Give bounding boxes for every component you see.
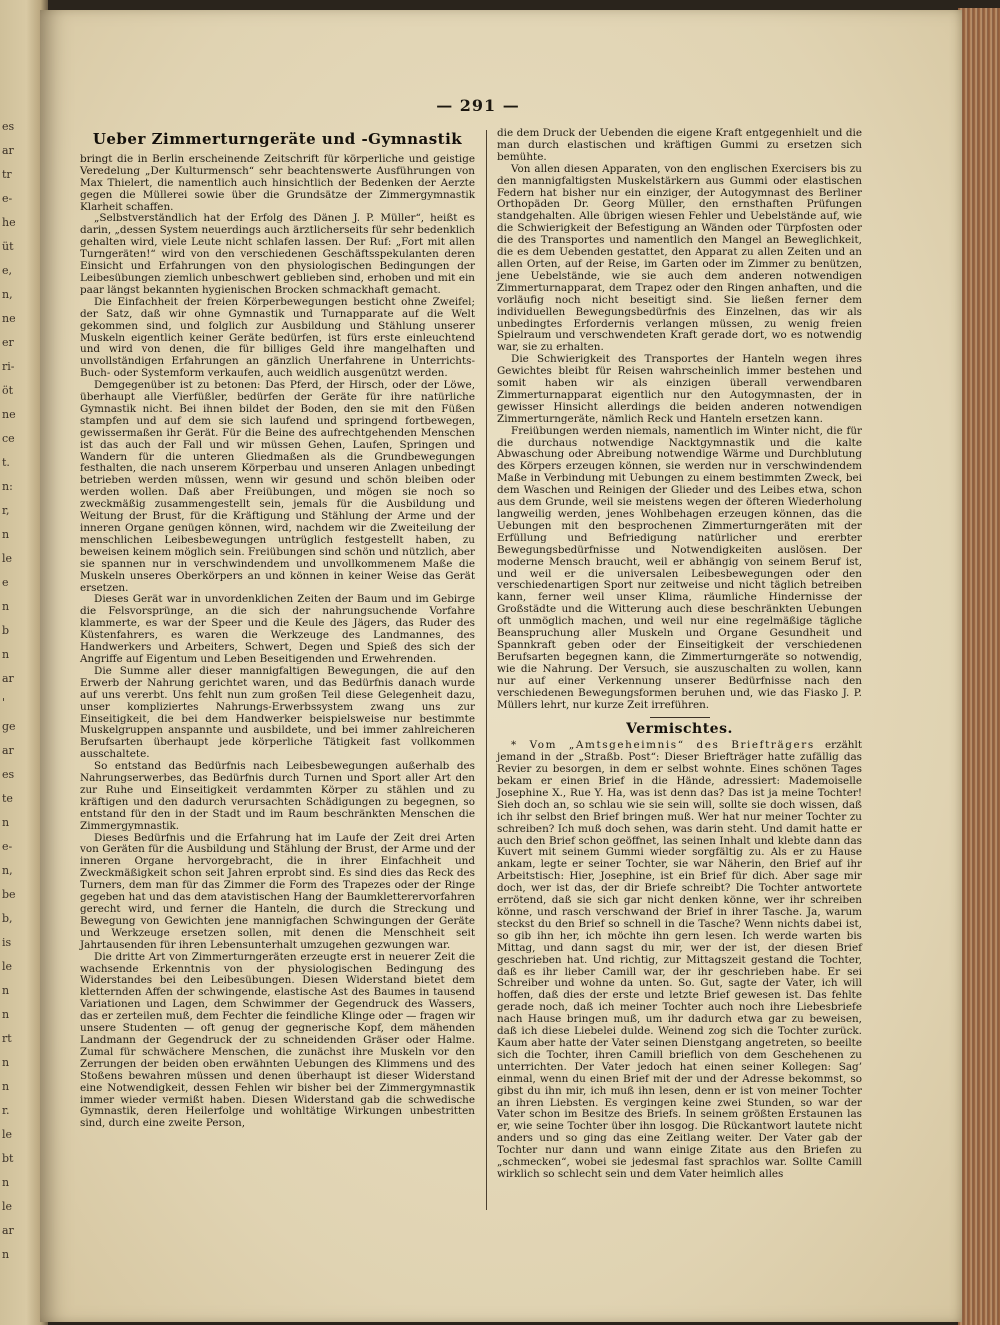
facing-page-fragment: ne [2,312,16,325]
facing-page-fragment: b, [2,912,13,925]
facing-page-fragment: e [2,576,9,589]
article-paragraph: Die Einfachheit der freien Körperbewegungen besticht ohne Zweifel; der Satz, daß wir ohne Gymnastik und Turnapparate auf die Welt gekommen sind, und folglich zur Ausbildung und Stählung unserer Muskeln eigentlich keiner Geräte bedürfen, ist fürs erste einleuchtend und wird von denen, die für billiges Geld ihre mangelhaften und unvollständigen Erfahrungen an gänzlich Unerfahrene in Unterrichts- Buch- oder Systemform verkaufen, auch weidlich ausgenützt werden. [80,295,475,380]
misc-paragraph [497,740,862,1181]
article-paragraph: Dieses Bedürfnis und die Erfahrung hat im Laufe der Zeit drei Arten von Geräten für die Ausbildung und Stählung der Brust, der Arme und der inneren Organe hervorgebracht, die in ihrer Einfachheit und Zweckmäßigkeit schon seit Jahren erprobt sind. Es sind dies das Reck des Turners, dem man für das Zimmer die Form des Trapezes oder der Ringe gegeben hat und das dem atavistischen Hang der Baumkletterervorfahren gerecht wird, und ferner die Hanteln, die durch die Streckung und Bewegung von Gewichten jene mannigfachen Schwingungen der Geräte und Werkzeuge ersetzen sollen, mit denen die Menschheit seit Jahrtausenden für ihren Lebensunterhalt umzugehen gezwungen war. [80,831,475,951]
facing-page-fragment: r. [2,1104,10,1117]
facing-page-fragment: be [2,888,16,901]
facing-page-fragment: le [2,1200,13,1213]
article-paragraph: Die dritte Art von Zimmerturngeräten erzeugte erst in neuerer Zeit die wachsende Erkenntnis von der physiologischen Bedingung des Widerstandes bei den Leibesübungen. Diesen Widerstand bietet dem kletternden Affen der schwingende, elastische Ast des Baumes in tausend Variationen und Lagen, dem Schwimmer der Gegendruck des Wassers, das er zerteilen muß, dem Fechter die feindliche Klinge oder — fragen wir unsere Studenten — oft genug der gegnerische Kopf, dem mähenden Landmann der Gegendruck der zu schneidenden Gräser oder Halme. Zumal für schwächere Menschen, die zunächst ihre Muskeln vor den Zerrungen der beiden oben erwähnten Uebungen des Klimmens und des Stoßens bewahren müssen und denen überhaupt ist dieser Widerstand eine Notwendigkeit, dessen Fehlen wir bisher bei der Zimmergymnastik immer wieder vermißt haben. Diesen Widerstand gab die schwedische Gymnastik, deren Heilerfolge und wohltätige Wirkungen unbestritten sind, durch eine zweite Person, [80,950,475,1130]
facing-page-fragment: le [2,1128,13,1141]
facing-page-fragment: tr [2,168,12,181]
facing-page-fragment: rt [2,1032,12,1045]
book-page-edges [958,8,1000,1325]
facing-page-fragment: üt [2,240,14,253]
facing-page-fragment: he [2,216,16,229]
facing-page-fragment: bt [2,1152,14,1165]
misc-lead: * Vom „Amtsgeheimnis“ des Briefträgers [511,739,815,752]
facing-page-fragment: er [2,336,14,349]
article-paragraph: Dieses Gerät war in unvordenklichen Zeiten der Baum und im Gebirge die Felsvorsprünge, an die sich der nahrungsuchende Vorfahre klammerte, es war der Speer und die Keule des Jägers, das Ruder des Küstenfahrers, es waren die Werkzeuge des Landmannes, des Handwerkers und Arbeiters, Schwert, Degen und Spieß des sich der Angriffe auf Eigentum und Leben Beseitigenden und Erwehrenden. [80,593,475,665]
facing-page-fragment: n, [2,288,13,301]
article-paragraph: Freiübungen werden niemals, namentlich im Winter nicht, die für die durchaus notwendige Nacktgymnastik und die kalte Abwaschung oder Abreibung notwendige Wärme und Durchblutung des Körpers erzeugen können, sie werden nur in verschwindendem Maße in Verbindung mit Uebungen zu einem bestimmten Zweck, bei dem Waschen und Reinigen der Glieder und des Leibes etwa, schon aus dem Grunde, weil sie meistens wegen der öfteren Wiederholung langweilig werden, jenes Wohlbehagen erzeugen können, das die Uebungen mit den besprochenen Zimmerturngeräten mit der Erfüllung und Befriedigung natürlicher und ererbter Bewegungsbedürfnisse und Notwendigkeiten auslösen. Der moderne Mensch braucht, weil er abhängig von seinem Beruf ist, und weil er die universalen Leibesbewegungen oder den verschiedenartigen Sport nur zeitweise und nicht täglich betreiben kann, ferner weil unser Klima, räumliche Hindernisse der Großstädte und die Witterung auch diese beschränkten Uebungen oft unmöglich machen, und weil nur eine regelmäßige tägliche Beanspruchung aller Muskeln und Organe Gesundheit und Spannkraft geben oder der Einseitigkeit der verschiedenen Berufsarten begegnen kann, die Zimmerturngeräte so notwendig, wie die Nahrung. Der Versuch, sie auszuschalten zu wollen, kann nur auf einer Verkennung unserer Bedürfnisse nach den verschiedenen Bewegungsformen beruhen und, wie das Fiasko J. P. Müllers lehrt, nur kurze Zeit irreführen. [497,424,862,711]
facing-page-fragment: n [2,1008,10,1021]
article-paragraph: Die Schwierigkeit des Transportes der Hanteln wegen ihres Gewichtes bleibt für Reisen wahrscheinlich immer bestehen und somit haben wir als einzigen überall verwendbaren Zimmerturnapparat eigentlich nur den Autogymnasten, der in gewisser Hinsicht allerdings die beiden anderen notwendigen Zimmerturngeräte, nämlich Reck und Hanteln ersetzen kann. [497,353,862,425]
article-paragraph: Von allen diesen Apparaten, von den englischen Exercisers bis zu den mannigfaltigsten Muskelstärkern aus Gummi oder elastischen Federn hat bisher nur ein einziger, der Autogymnast des Berliner Orthopäden Dr. Georg Müller, den ernsthaften Prüfungen standgehalten. Alle übrigen wiesen Fehler und Uebelstände auf, wie die Schwierigkeit der Befestigung an Wänden oder Türpfosten oder die des Transportes und namentlich den Mangel an Beweglichkeit, die es dem Uebenden gestattet, den Apparat zu allen Zeiten und an allen Orten, auf der Reise, im Garten oder im Zimmer zu benützen, jene Uebelstände, wie sie auch dem anderen notwendigen Zimmerturnapparat, dem Trapez oder den Ringen anhaften, und die vorläufig noch nicht beseitigt sind. Sie ließen ferner dem individuellen Bewegungsbedürfnis des Einzelnen, das wir als unbedingtes Erfordernis verlangen müssen, zu wenig freien Spielraum und verschwendeten Kraft gerade dort, wo es notwendig war, sie zu erhalten. [497,162,862,354]
facing-page-fragment: e- [2,192,13,205]
facing-page-fragment: ce [2,432,15,445]
facing-page-fragment: ' [2,696,6,709]
facing-page-fragment: ne [2,408,16,421]
facing-page-fragment: n [2,1080,10,1093]
section-rule [650,717,710,718]
facing-page-fragment: n [2,816,10,829]
facing-page-fragment: le [2,552,13,565]
misc-text: erzählt jemand in der „Straßb. Post“: Dieser Briefträger hatte zufällig das Revier zu besorgen, in dem er selbst wohnte. Eines schönen Tages bekam er einen Brief in die Hände, adressiert: Mademoiselle Josephine X., Rue Y. Ha, was ist denn das? Das ist ja meine Tochter! Sieh doch an, so schlau wie sie sein will, sollte sie doch wissen, daß ich ihr selbst den Brief bringen muß. Wer hat nur meiner Tochter zu schreiben? Ich muß doch sehen, was darin steht. Und damit hatte er auch den Brief schon geöffnet, las seinen Inhalt und klebte dann das Kuvert mit seinem Gummi wieder sorgfältig zu. Als er zu Hause ankam, legte er seiner Tochter, sie war Näherin, den Brief auf ihr Arbeitstisch: Hier, Josephine, ist ein Brief für dich. Aber sage mir doch, wer ist das, der dir Briefe schreibt? Die Tochter antwortete errötend, daß sie sich gar nicht denken könne, wer ihr schreiben könne, und rasch verschwand der Brief in ihrer Tasche. Ja, warum steckst du den Brief so schnell in die Tasche? Wenn nichts dabei ist, so gib ihn her, ich möchte ihn gern lesen. Ich werde warten bis Mittag, und dann sagst du mir, wer der ist, der diesen Brief geschrieben hat. Und richtig, zur Mittagszeit gestand die Tochter, daß es ihr lieber Camill war, der ihr geschrieben habe. Er sei Schreiber und wohne da unten. So. Gut, sagte der Vater, ich will hoffen, daß dies der erste und letzte Brief gewesen ist. Das fehlte gerade noch, daß ich meiner Tochter auch noch ihre Liebesbriefe nach Hause bringen muß, um ihr dadurch etwa gar zu beweisen, daß ich diese Liebelei dulde. Weinend zog sich die Tochter zurück. Kaum aber hatte der Vater seinen Dienstgang angetreten, so beeilte sich die Tochter, ihren Camill brieflich von dem Geschehenen zu unterrichten. Der Vater jedoch hat einen seiner Kollegen: Sag’ einmal, wenn du einen Brief mit der und der Adresse bekommst, so gibst du ihn mir, ich muß ihn lesen, denn er ist von meiner Tochter an ihren Liebsten. Es vergingen keine zwei Stunden, so war der Vater schon im Besitze des Briefs. In seinem größten Erstaunen las er, wie seine Tochter über ihn losgog. Die Rückantwort lautete nicht anders und so ging das eine Zeitlang weiter. Der Vater gab der Tochter nur dann und wann einige Zitate aus den Briefen zu „schmecken“, wobei sie jedesmal fast sprachlos war. Sollte Camill wirklich so schlecht sein und dem Vater heimlich alles [497,739,862,1180]
facing-page-fragment: n [2,984,10,997]
article-paragraph: „Selbstverständlich hat der Erfolg des Dänen J. P. Müller“, heißt es darin, „dessen System neuerdings auch ärztlicherseits für sehr bedenklich gehalten wird, viele Leute nicht schlafen lassen. Der Ruf: „Fort mit allen Turngeräten!“ wird von den verschiedenen Geschäftsspekulanten deren Einsicht und Erfahrungen von den physiologischen Bedingungen der Leibesübungen ziemlich unbeschwert geblieben sind, erhoben und mit ein paar längst bekannten hygienischen Brocken schmackhaft gemacht. [80,212,475,296]
facing-page-fragment: n [2,1248,10,1261]
facing-page-fragment: es [2,768,15,781]
facing-page-fragment: ar [2,1224,14,1237]
facing-page-fragment: is [2,936,12,949]
facing-page-fragment: te [2,792,13,805]
facing-page-fragment: ar [2,672,14,685]
facing-page-fragment: es [2,120,15,133]
article-paragraph: die dem Druck der Uebenden die eigene Kraft entgegenhielt und die man durch elastischen und kräftigen Gummi zu ersetzen sich bemühte. [497,127,862,163]
facing-page-fragment: e, [2,264,13,277]
facing-page-fragment: ar [2,744,14,757]
article-paragraph: bringt die in Berlin erscheinende Zeitschrift für körperliche und geistige Veredelung „Der Kulturmensch“ sehr beachtenswerte Ausführungen von Max Thielert, die namentlich auch hinsichtlich der Bedenken der Aerzte gegen die Müllerei sowie über die Grundsätze der Zimmergymnastik Klarheit schaffen. [80,152,475,213]
left-column [80,128,475,1130]
article-paragraph: Die Summe aller dieser mannigfaltigen Bewegungen, die auf den Erwerb der Nahrung gerichtet waren, und das Bedürfnis danach wurde auf uns vererbt. Uns fehlt nun zum großen Teil diese Gelegenheit dazu, unser kompliziertes Nahrungs-Erwerbssystem zwang uns zur Einseitigkeit, die bei dem Handwerker beispielsweise nur bestimmte Muskelgruppen anspannte und ausbildete, und bei immer zahlreicheren Berufsarten überhaupt jede körperliche Tätigkeit fast vollkommen ausschaltete. [80,664,475,761]
facing-page-fragment: le [2,960,13,973]
facing-page-fragment: n: [2,480,13,493]
facing-page-fragment: n [2,648,10,661]
column-divider [486,130,487,1210]
facing-page-fragment: n [2,528,10,541]
article-paragraph: Demgegenüber ist zu betonen: Das Pferd, der Hirsch, oder der Löwe, überhaupt alle Vierfüßler, bedürfen der Geräte für ihre natürliche Gymnastik nicht. Bei ihnen bildet der Boden, den sie mit den Füßen stampfen und auf dem sie sich laufend und springend fortbewegen, gewissermaßen ihr Gerät. Für die Beine des aufrechtgehenden Menschen ist das auch der Fall und wir müssen Gehen, Laufen, Springen und Wandern für die unteren Gliedmaßen als die Grundbewegungen festhalten, die nach unserem Körperbau und unseren Anlagen unbedingt betrieben werden müssen, wenn wir gesund und schön bleiben oder werden wollen. Daß aber Freiübungen, und mögen sie noch so zweckmäßig zusammengestellt sein, jemals für die Ausbildung und Weitung der Brust, für die Kräftigung und Stählung der Arme und der inneren Organe genügen können, wird, nachdem wir die Zweiteilung der menschlichen Leibesbewegungen untrüglich festgestellt haben, zu beweisen keinem möglich sein. Freiübungen sind schön und nützlich, aber sie spannen nur in verschwindendem und unvollkommenem Maße die Muskeln unseres Oberkörpers an und können in keiner Weise das Gerät ersetzen. [80,379,475,594]
facing-page-fragment: b [2,624,10,637]
article-title: Ueber Zimmerturngeräte und -Gymnastik [92,130,463,148]
page-number: — 291 — [436,96,520,115]
facing-page-fragment: n, [2,864,13,877]
section-title: Vermischtes. [626,721,733,738]
facing-page-fragment: n [2,600,10,613]
facing-page-fragment: öt [2,384,14,397]
facing-page-fragment: ar [2,144,14,157]
facing-page-fragment: ri- [2,360,15,373]
facing-page-fragment: ge [2,720,16,733]
facing-page-fragment: e- [2,840,13,853]
facing-page-fragment: r, [2,504,10,517]
facing-page-fragment: n [2,1176,10,1189]
facing-page-fragment: t. [2,456,10,469]
article-paragraph: So entstand das Bedürfnis nach Leibesbewegungen außerhalb des Nahrungserwerbes, das Bedürfnis durch Turnen und Sport aller Art den zur Ruhe und Einseitigkeit verdammten Körper zu stählen und zu kräftigen und den dadurch verursachten Schädigungen zu begegnen, so entstand für den in der Stadt und im Raum beschränkten Menschen die Zimmergymnastik. [80,760,475,832]
facing-page-fragment: n [2,1056,10,1069]
right-column [497,128,862,1181]
